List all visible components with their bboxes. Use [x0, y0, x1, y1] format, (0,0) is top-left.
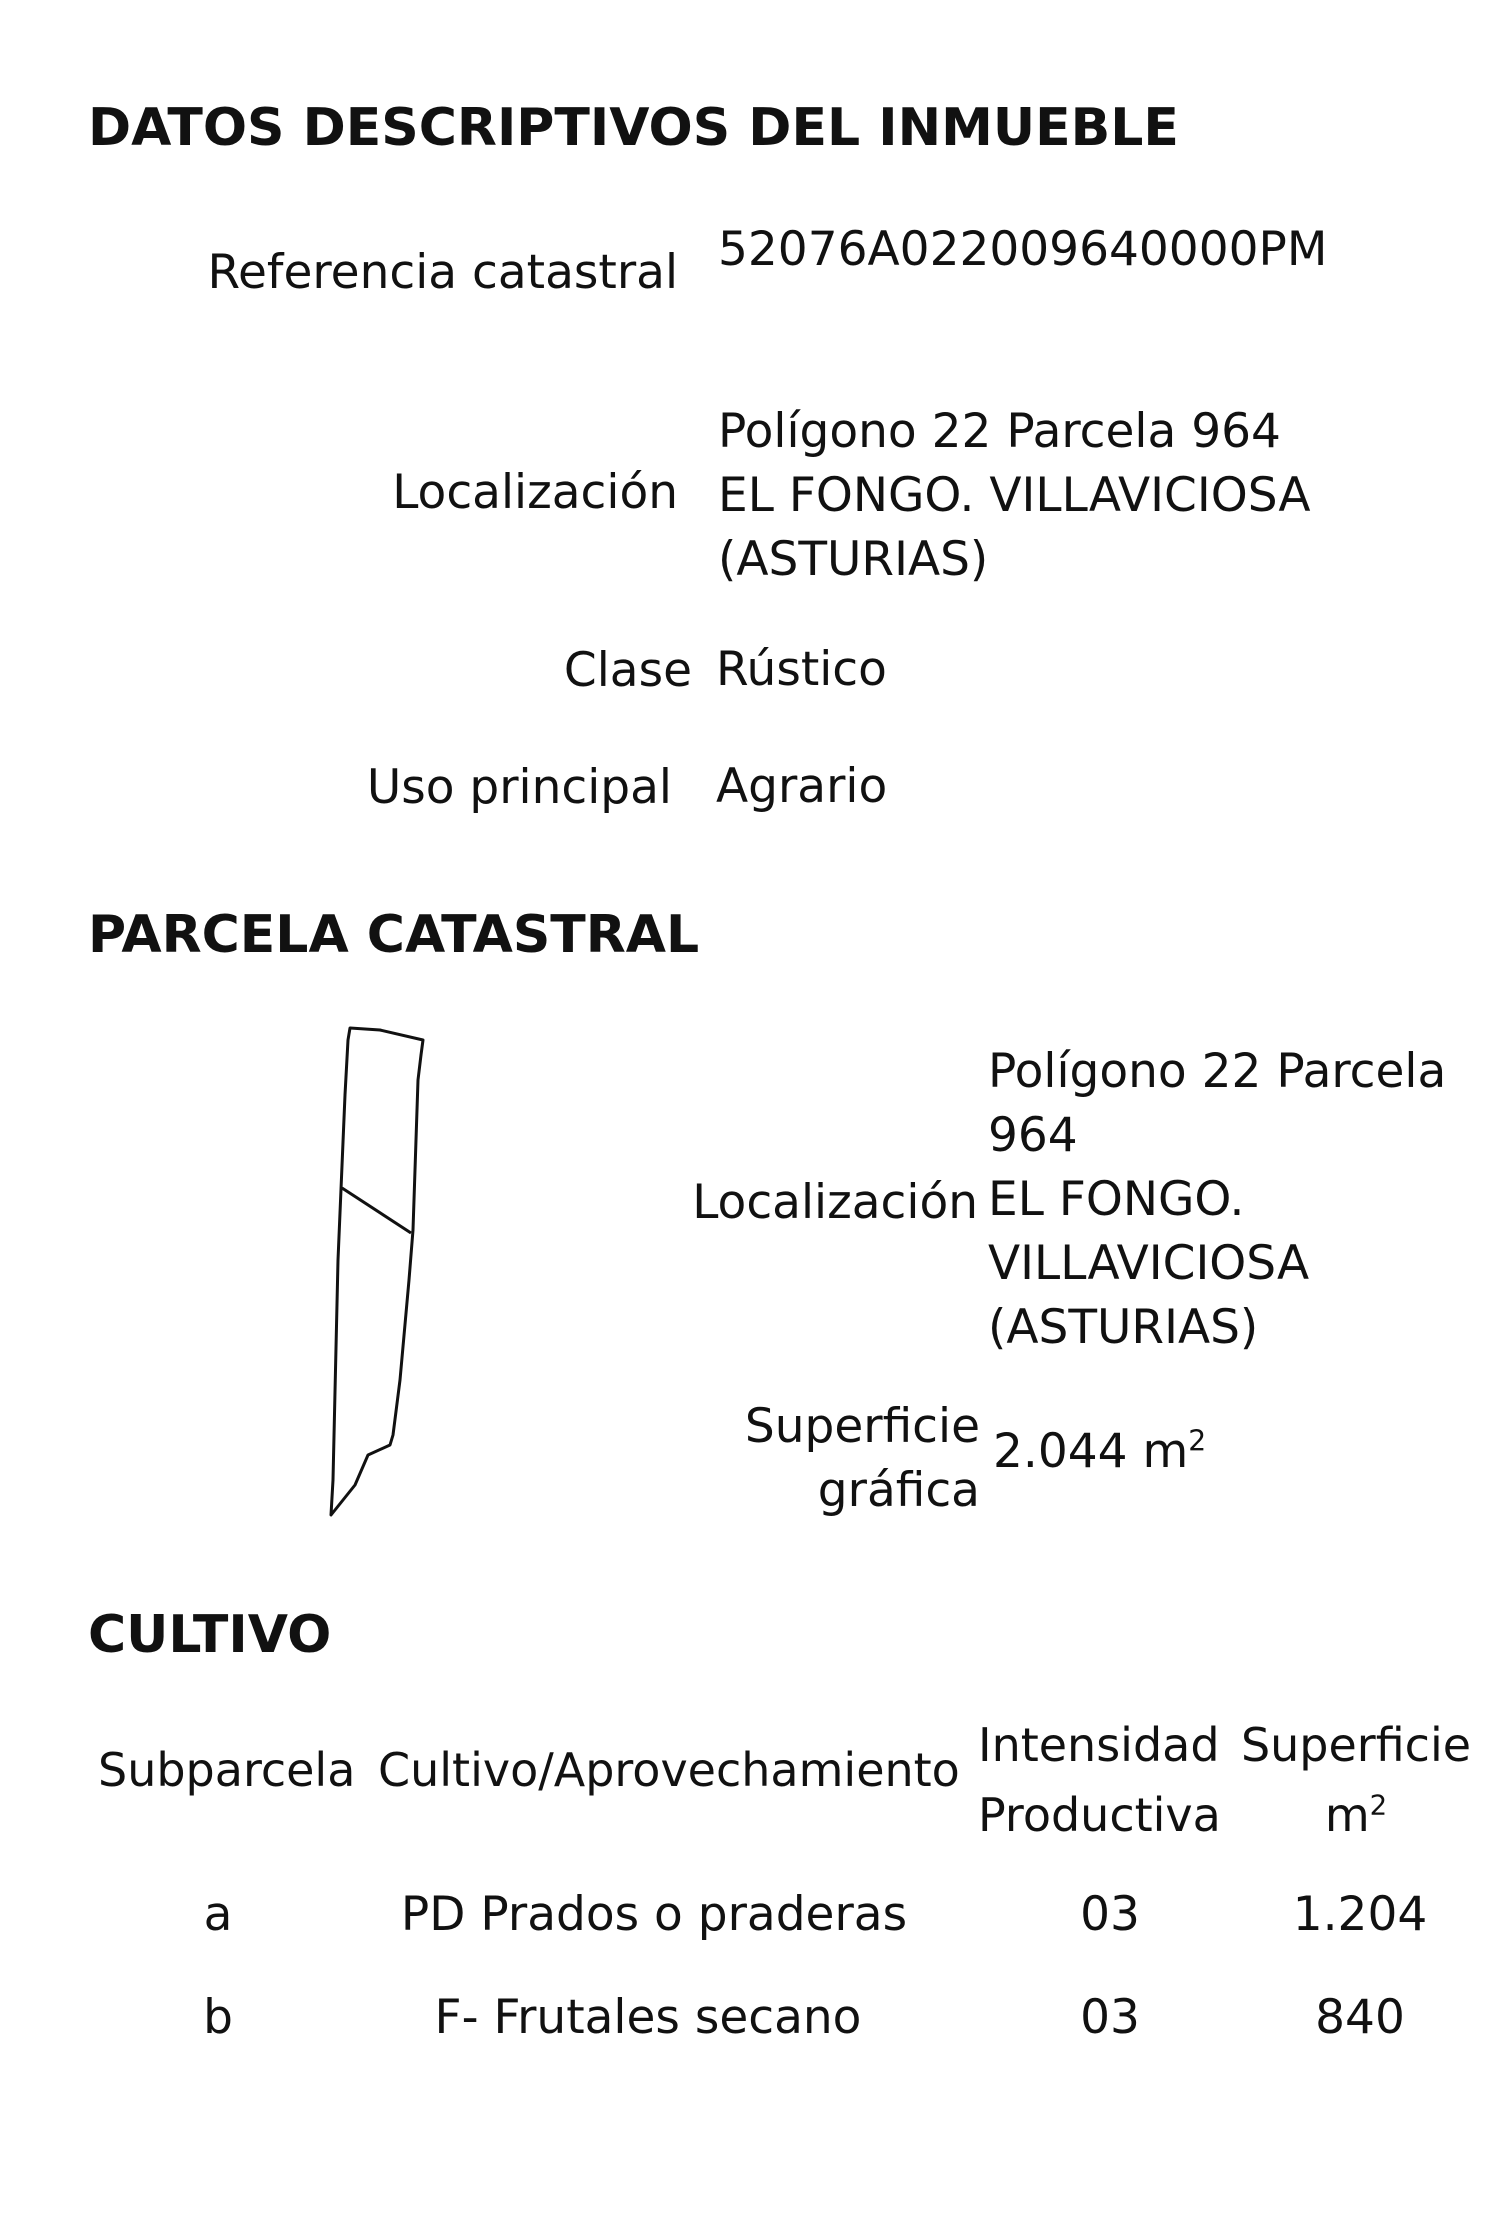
row-a-subparcela: a	[203, 1887, 233, 1942]
header-superficie	[1240, 1710, 1472, 1850]
row-a-intensidad: 03	[1080, 1887, 1140, 1942]
row-b-cultivo: F- Frutales secano	[434, 1990, 862, 2045]
row-b-intensidad: 03	[1080, 1990, 1140, 2045]
parcela-localizacion-line-5: (ASTURIAS)	[988, 1300, 1259, 1355]
localizacion-line-2: EL FONGO. VILLAVICIOSA	[718, 468, 1311, 523]
superficie-grafica-label-line-2: gráfica	[817, 1463, 980, 1518]
localizacion-line-1: Polígono 22 Parcela 964	[718, 404, 1281, 459]
localizacion-value	[718, 400, 1311, 592]
section-title-parcela-catastral: PARCELA CATASTRAL	[88, 905, 700, 965]
parcela-localizacion-label: Localización	[692, 1175, 978, 1230]
row-a-cultivo: PD Prados o praderas	[400, 1887, 908, 1942]
parcel-outline-drawing	[300, 1010, 460, 1530]
subparcel-division-line	[342, 1188, 411, 1233]
parcela-localizacion-line-1: Polígono 22 Parcela	[988, 1044, 1447, 1099]
header-intensidad-productiva	[978, 1710, 1221, 1850]
clase-value: Rústico	[716, 642, 887, 697]
row-b-subparcela: b	[203, 1990, 233, 2045]
superficie-grafica-label	[745, 1395, 980, 1523]
parcela-localizacion-line-3: EL FONGO.	[988, 1172, 1245, 1227]
localizacion-label: Localización	[392, 465, 678, 520]
header-intensidad-line-2: Productiva	[978, 1788, 1221, 1842]
superficie-grafica-unit-sup: 2	[1188, 1424, 1207, 1458]
header-intensidad-line-1: Intensidad	[978, 1718, 1220, 1772]
clase-label: Clase	[563, 643, 692, 698]
row-a-superficie: 1.204	[1292, 1887, 1428, 1942]
header-superficie-line-1: Superficie	[1240, 1718, 1472, 1772]
superficie-grafica-label-line-1: Superficie	[744, 1399, 980, 1454]
header-subparcela: Subparcela	[98, 1743, 356, 1797]
parcel-outline-shape	[331, 1028, 423, 1515]
superficie-grafica-value	[993, 1420, 1206, 1484]
parcela-localizacion-line-2: 964	[988, 1108, 1078, 1163]
referencia-catastral-label: Referencia catastral	[207, 245, 678, 300]
row-b-superficie: 840	[1315, 1990, 1405, 2045]
header-superficie-line-2	[1240, 1780, 1472, 1850]
header-superficie-unit: m	[1324, 1788, 1370, 1842]
uso-principal-value: Agrario	[716, 759, 888, 814]
superficie-grafica-number: 2.044 m	[993, 1424, 1189, 1479]
referencia-catastral-value: 52076A022009640000PM	[718, 222, 1328, 277]
section-title-cultivo: CULTIVO	[88, 1605, 332, 1665]
header-cultivo-aprovechamiento: Cultivo/Aprovechamiento	[378, 1743, 960, 1797]
parcela-localizacion-value	[988, 1040, 1446, 1360]
uso-principal-label: Uso principal	[366, 760, 672, 815]
section-title-datos-descriptivos: DATOS DESCRIPTIVOS DEL INMUEBLE	[88, 98, 1179, 158]
localizacion-line-3: (ASTURIAS)	[718, 532, 989, 587]
parcela-localizacion-line-4: VILLAVICIOSA	[988, 1236, 1310, 1291]
header-superficie-sup: 2	[1369, 1788, 1388, 1822]
